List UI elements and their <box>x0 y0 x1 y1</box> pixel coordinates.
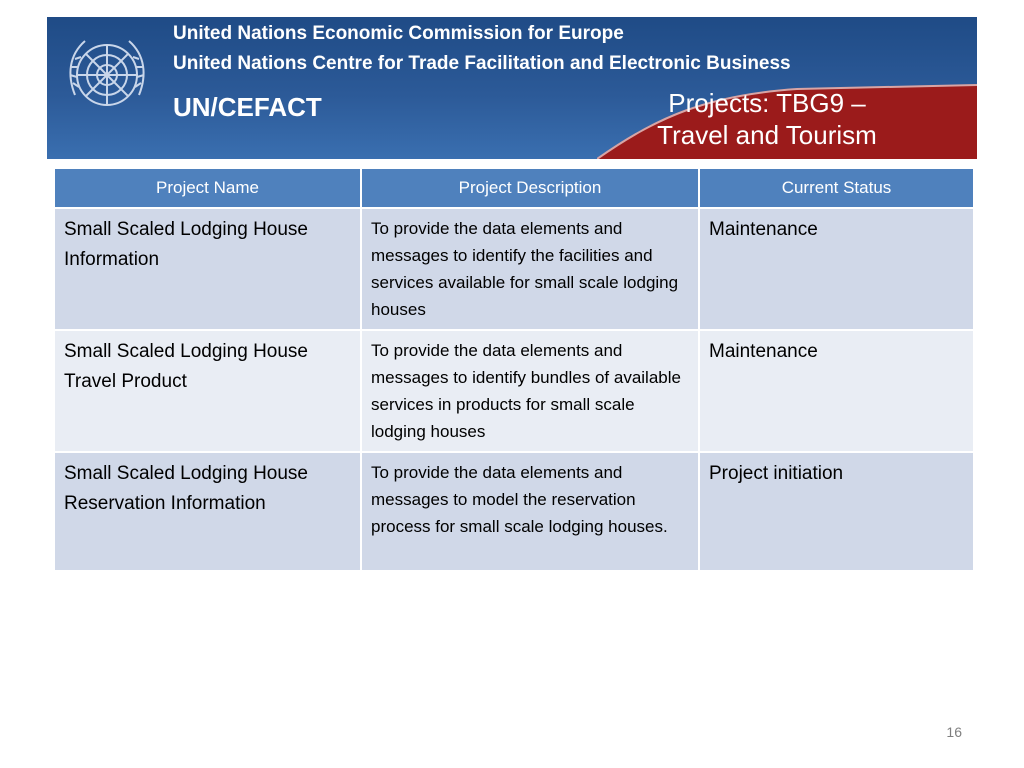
column-header-project-description: Project Description <box>361 168 699 208</box>
org-line-1: United Nations Economic Commission for Europe <box>173 23 624 44</box>
slide-title-line-1: Projects: TBG9 – <box>668 88 866 118</box>
project-name-cell: Small Scaled Lodging House Information <box>54 208 361 330</box>
table-header-row <box>54 168 974 208</box>
table-row <box>54 452 974 571</box>
page-number: 16 <box>946 724 962 740</box>
header-banner <box>47 17 977 159</box>
project-description-cell: To provide the data elements and messages to identify the facilities and services available for small scale lodging houses <box>361 208 699 330</box>
project-description-cell: To provide the data elements and messages to identify bundles of available services in products for small scale lodging houses <box>361 330 699 452</box>
org-line-2: United Nations Centre for Trade Facilitation and Electronic Business <box>173 53 791 74</box>
project-status-cell: Maintenance <box>699 330 974 452</box>
project-name-cell: Small Scaled Lodging House Reservation Information <box>54 452 361 571</box>
project-description-cell: To provide the data elements and messages to model the reservation process for small scale lodging houses. <box>361 452 699 571</box>
table-row <box>54 208 974 330</box>
project-status-cell: Project initiation <box>699 452 974 571</box>
projects-table <box>53 167 975 572</box>
project-status-cell: Maintenance <box>699 208 974 330</box>
column-header-project-name: Project Name <box>54 168 361 208</box>
brand-name: UN/CEFACT <box>173 92 322 122</box>
slide-title-line-2: Travel and Tourism <box>657 120 877 150</box>
slide-title <box>617 87 917 151</box>
column-header-current-status: Current Status <box>699 168 974 208</box>
project-name-cell: Small Scaled Lodging House Travel Product <box>54 330 361 452</box>
un-emblem-icon <box>57 25 157 125</box>
table-row <box>54 330 974 452</box>
